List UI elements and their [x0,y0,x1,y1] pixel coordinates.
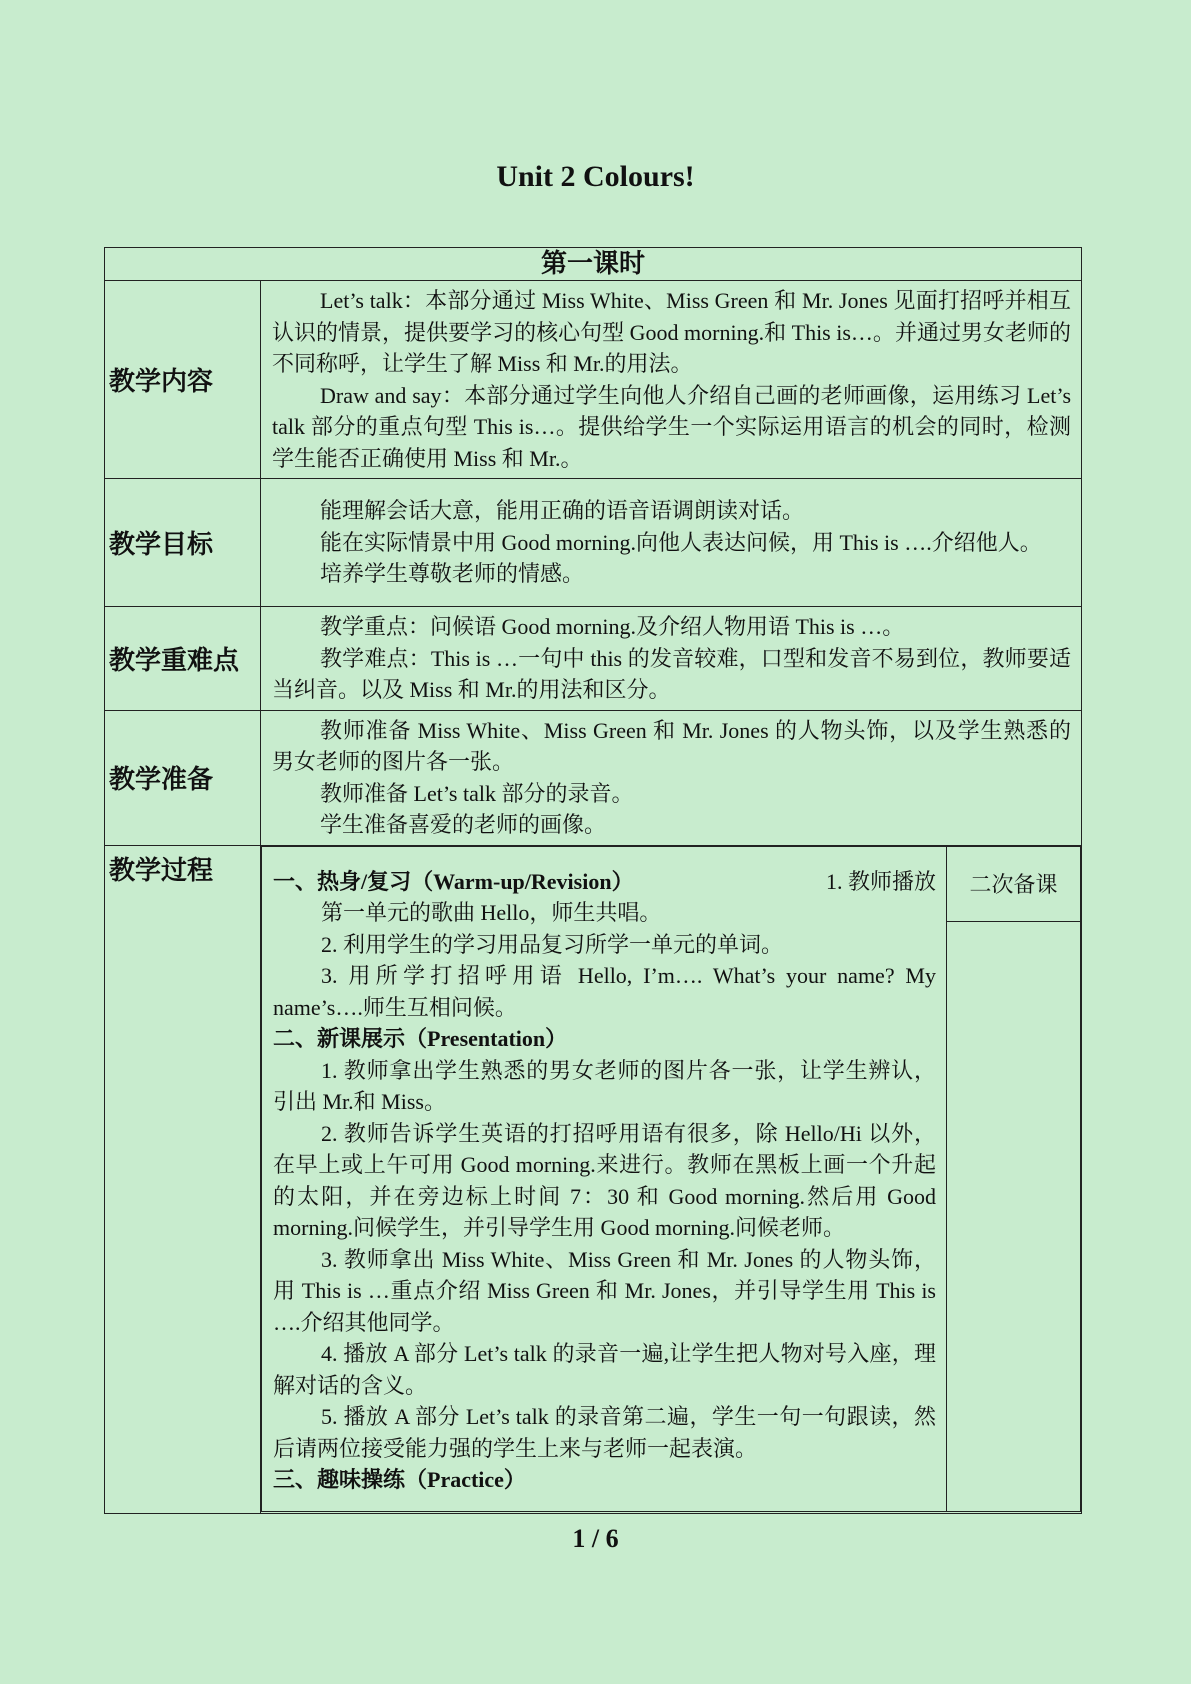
section2-title: 二、新课展示（Presentation） [273,1026,568,1051]
process-content [262,846,947,1511]
row-label-content: 教学内容 [105,281,261,479]
process-para: 1. 教师拿出学生熟悉的男女老师的图片各一张，让学生辨认，引出 Mr.和 Miss。 [273,1057,936,1114]
process-para: 2. 利用学生的学习用品复习所学一单元的单词。 [321,931,784,957]
page-number: 1 / 6 [572,1524,619,1553]
goals-para: 能理解会话大意，能用正确的语音语调朗读对话。 [320,498,805,524]
row-body-content [261,281,1082,479]
process-para: 5. 播放 A 部分 Let’s talk 的录音第二遍，学生一句一句跟读，然后请两位接受能力强的学生上来与老师一起表演。 [273,1404,936,1461]
row-label-process: 教学过程 [105,845,261,1513]
lesson-plan-table [104,247,1082,1514]
row-body-prep [261,710,1082,845]
second-prep-label: 二次备课 [947,846,1081,921]
key-para: 教学难点：This is …一句中 this 的发音较难，口型和发音不易到位，教师要适当纠音。以及 Miss 和 Mr.的用法和区分。 [272,645,1072,702]
key-para: 教学重点：问候语 Good morning.及介绍人物用语 This is …。 [320,614,905,639]
lesson-heading: 第一课时 [105,248,1082,281]
row-label-goals: 教学目标 [105,479,261,607]
content-para: Draw and say：本部分通过学生向他人介绍自己画的老师画像，运用练习 Let’s talk 部分的重点句型 This is…。提供给学生一个实际运用语言的机会的同时，检测学生能否正确使用 Miss 和 Mr.。 [272,382,1072,471]
row-body-process [261,845,1082,1513]
process-para: 3. 教师拿出 Miss White、Miss Green 和 Mr. Jones 的人物头饰，用 This is …重点介绍 Miss Green 和 Mr. Jones，并引导学生用 This is ….介绍其他同学。 [273,1246,936,1335]
section1-title: 一、热身/复习（Warm-up/Revision） [273,868,634,894]
goals-para: 能在实际情景中用 Good morning.向他人表达问候，用 This is ….介绍他人。 [320,529,1042,555]
section1-first-item: 1. 教师播放 [825,868,936,894]
second-prep-notes [947,921,1081,1511]
process-para: 第一单元的歌曲 Hello，师生共唱。 [321,900,662,925]
row-label-prep: 教学准备 [105,710,261,845]
section1-heading-line [273,866,936,898]
row-body-key [261,607,1082,711]
content-para: Let’s talk：本部分通过 Miss White、Miss Green 和 Mr. Jones 见面打招呼并相互认识的情景，提供要学习的核心句型 Good morning.和 This is…。并通过男女老师的不同称呼，让学生了解 Miss 和 Mr.的用法。 [272,288,1072,376]
process-para: 4. 播放 A 部分 Let’s talk 的录音一遍,让学生把人物对号入座，理解对话的含义。 [273,1341,936,1398]
process-para: 2. 教师告诉学生英语的打招呼用语有很多，除 Hello/Hi 以外，在早上或上午可用 Good morning.来进行。教师在黑板上画一个升起的太阳，并在旁边标上时间 7：30 和 Good morning.然后用 Good morning.问候学生，并引导学生用 Good morning.问候老师。 [273,1120,936,1240]
prep-para: 教师准备 Miss White、Miss Green 和 Mr. Jones 的人物头饰，以及学生熟悉的男女老师的图片各一张。 [272,717,1072,774]
process-para: 3. 用所学打招呼用语 Hello, I’m…. What’s your name? My name’s….师生互相问候。 [273,963,936,1020]
prep-para: 学生准备喜爱的老师的画像。 [320,812,607,837]
row-label-key: 教学重难点 [105,607,261,711]
prep-para: 教师准备 Let’s talk 部分的录音。 [320,780,634,806]
document-title: Unit 2 Colours! [496,160,695,193]
goals-para: 培养学生尊敬老师的情感。 [320,561,585,587]
row-body-goals [261,479,1082,607]
section3-title: 三、趣味操练（Practice） [273,1467,526,1492]
